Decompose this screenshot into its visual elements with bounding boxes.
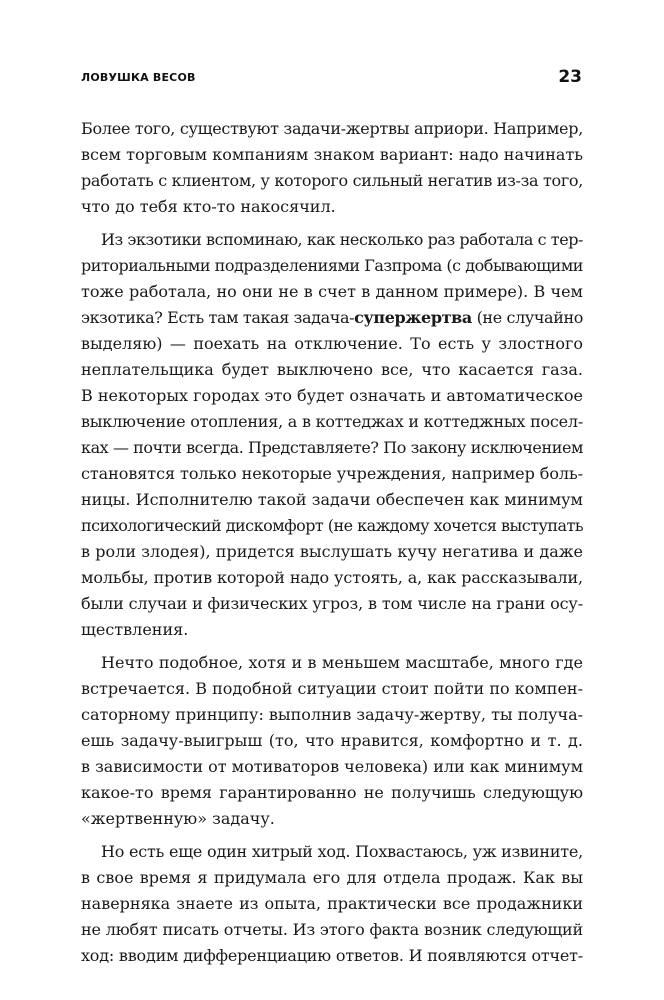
text-line: всем торговым компаниям знаком вариант: надо начинать [81, 145, 583, 164]
running-title: ЛОВУШКА ВЕСОВ [81, 71, 196, 84]
text-line: выключение отопления, а в коттеджах и коттеджных посел- [81, 412, 584, 431]
text-line: в роли злодея), придется выслушать кучу негатива и даже [81, 542, 583, 561]
text-line: наверняка знаете из опыта, практически все продажники [81, 894, 583, 913]
text-line: были случаи и физических угроз, в том числе на грани осу- [81, 594, 583, 613]
paragraph [81, 116, 583, 220]
text-line: неплательщика будет выключено все, что касается газа. [81, 360, 583, 379]
text-line: В некоторых городах это будет означать и автоматическое [81, 386, 584, 405]
text-line: психологический дискомфорт (не каждому хочется выступать [81, 516, 583, 535]
text-line: тоже работала, но они не в счет в данном примере). В чем [81, 282, 583, 301]
text-line: в свое время я придумала его для отдела продаж. Как вы [81, 868, 583, 887]
text-line: Более того, существуют задачи-жертвы априори. Например, [81, 119, 583, 138]
text-line: ницы. Исполнителю такой задачи обеспечен как минимум [81, 490, 583, 509]
text-line [81, 305, 583, 331]
text-line: риториальными подразделениями Газпрома (с добывающими [81, 256, 583, 275]
paragraph [81, 650, 583, 832]
text-line: не любят писать отчеты. Из этого факта возник следующий [81, 920, 584, 939]
emphasized-term: супержертва [354, 308, 472, 327]
text-line: встречается. В подобной ситуации стоит пойти по компен- [81, 679, 583, 698]
page-number: 23 [558, 67, 582, 87]
paragraph [81, 227, 583, 643]
paragraph [81, 839, 583, 969]
text-line: в зависимости от мотиваторов человека) или как минимум [81, 757, 584, 776]
text-line: ках — почти всегда. Представляете? По закону исключением [81, 438, 584, 457]
body-text [81, 116, 583, 976]
text-line: Из экзотики вспоминаю, как несколько раз работала с тер- [101, 230, 584, 249]
text-line: ешь задачу-выигрыш (то, что нравится, комфортно и т. д. [81, 731, 583, 750]
text-line: ществления. [81, 620, 189, 639]
text-run: (не случайно [471, 308, 584, 327]
text-line: ход: вводим дифференциацию ответов. И появляются отчет- [81, 946, 583, 965]
text-line: что до тебя кто-то накосячил. [81, 197, 336, 216]
text-line: Но есть еще один хитрый ход. Похвастаюсь, уж извините, [101, 842, 584, 861]
text-line: мольбы, против которой надо устоять, а, как рассказывали, [81, 568, 584, 587]
text-line: «жертвенную» задачу. [81, 809, 275, 828]
text-line: Нечто подобное, хотя и в меньшем масштабе, много где [101, 653, 583, 672]
text-line: какое-то время гарантированно не получишь следующую [81, 783, 583, 802]
text-line: становятся только некоторые учреждения, например боль- [81, 464, 583, 483]
text-run: экзотика? Есть там такая задача- [81, 308, 355, 327]
text-line: работать с клиентом, у которого сильный негатив из-за того, [81, 171, 584, 190]
text-line: саторному принципу: выполнив задачу-жертву, ты получа- [81, 705, 583, 724]
text-line: выделяю) — поехать на отключение. То есть у злостного [81, 334, 583, 353]
